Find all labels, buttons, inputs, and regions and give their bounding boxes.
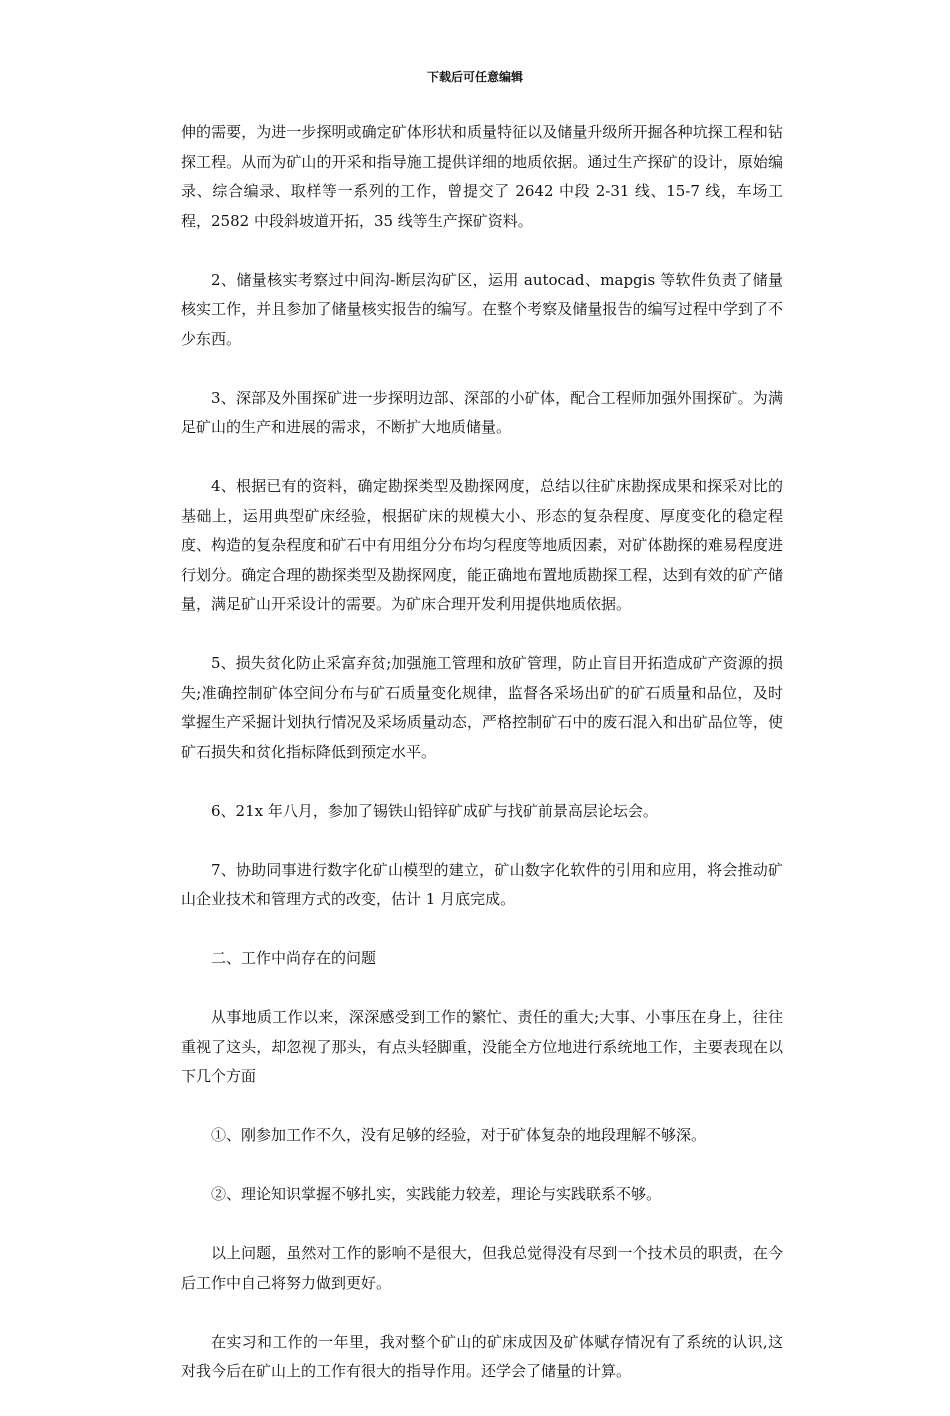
paragraph-item-5: 5、损失贫化防止采富弃贫;加强施工管理和放矿管理，防止盲目开拓造成矿产资源的损失;准确控制矿体空间分布与矿石质量变化规律，监督各采场出矿的矿石质量和品位，及时掌握生产采掘计划执行情况及采场质量动态，严格控制矿石中的废石混入和出矿品位等，使矿石损失和贫化指标降低到预定水平。 bbox=[181, 654, 783, 761]
page-header: 下载后可任意编辑 bbox=[426, 70, 523, 84]
paragraph-item-6: 6、21x 年八月，参加了锡铁山铅锌矿成矿与找矿前景高层论坛会。 bbox=[211, 801, 658, 820]
paragraph-item-2: 2、储量核实考察过中间沟-断层沟矿区，运用 autocad、mapgis 等软件负责了储量核实工作，并且参加了储量核实报告的编写。在整个考察及储量报告的编写过程中学到了不少东西。 bbox=[181, 270, 783, 348]
paragraph-continuation: 伸的需要，为进一步探明或确定矿体形状和质量特征以及储量升级所开掘各种坑探工程和钻探工程。从而为矿山的开采和指导施工提供详细的地质依据。通过生产探矿的设计，原始编录、综合编录、取样等一系列的工作，曾提交了 2642 中段 2-31 线、15-7 线，车场工程，2582 中段斜坡道开拓，35 线等生产探矿资料。 bbox=[181, 123, 783, 230]
paragraph-item-3: 3、深部及外围探矿进一步探明边部、深部的小矿体，配合工程师加强外围探矿。为满足矿山的生产和进展的需求，不断扩大地质储量。 bbox=[181, 388, 783, 436]
paragraph-intro: 从事地质工作以来，深深感受到工作的繁忙、责任的重大;大事、小事压在身上，往往重视了这头，却忽视了那头，有点头轻脚重，没能全方位地进行系统地工作，主要表现在以下几个方面 bbox=[181, 1008, 783, 1085]
document-body bbox=[181, 118, 783, 1416]
paragraph-item-4: 4、根据已有的资料，确定勘探类型及勘探网度，总结以往矿床勘探成果和探采对比的基础上，运用典型矿床经验，根据矿床的规模大小、形态的复杂程度、厚度变化的稳定程度、构造的复杂程度和矿石中有用组分分布均匀程度等地质因素，对矿体勘探的难易程度进行划分。确定合理的勘探类型及勘探网度，能正确地布置地质勘探工程，达到有效的矿产储量，满足矿山开采设计的需要。为矿床合理开发利用提供地质依据。 bbox=[181, 477, 783, 613]
paragraph-item-7: 7、协助同事进行数字化矿山模型的建立，矿山数字化软件的引用和应用，将会推动矿山企业技术和管理方式的改变，估计 1 月底完成。 bbox=[181, 860, 783, 908]
paragraph-conclusion: 在实习和工作的一年里，我对整个矿山的矿床成因及矿体赋存情况有了系统的认识,这对我今后在矿山上的工作有很大的指导作用。还学会了储量的计算。 bbox=[181, 1332, 783, 1380]
paragraph-reflection: 以上问题，虽然对工作的影响不是很大，但我总觉得没有尽到一个技术员的职责，在今后工作中自己将努力做到更好。 bbox=[181, 1244, 783, 1292]
section-heading: 二、工作中尚存在的问题 bbox=[211, 949, 377, 967]
paragraph-problem-2: ②、理论知识掌握不够扎实，实践能力较差，理论与实践联系不够。 bbox=[211, 1185, 662, 1203]
paragraph-problem-1: ①、刚参加工作不久，没有足够的经验，对于矿体复杂的地段理解不够深。 bbox=[211, 1126, 707, 1144]
